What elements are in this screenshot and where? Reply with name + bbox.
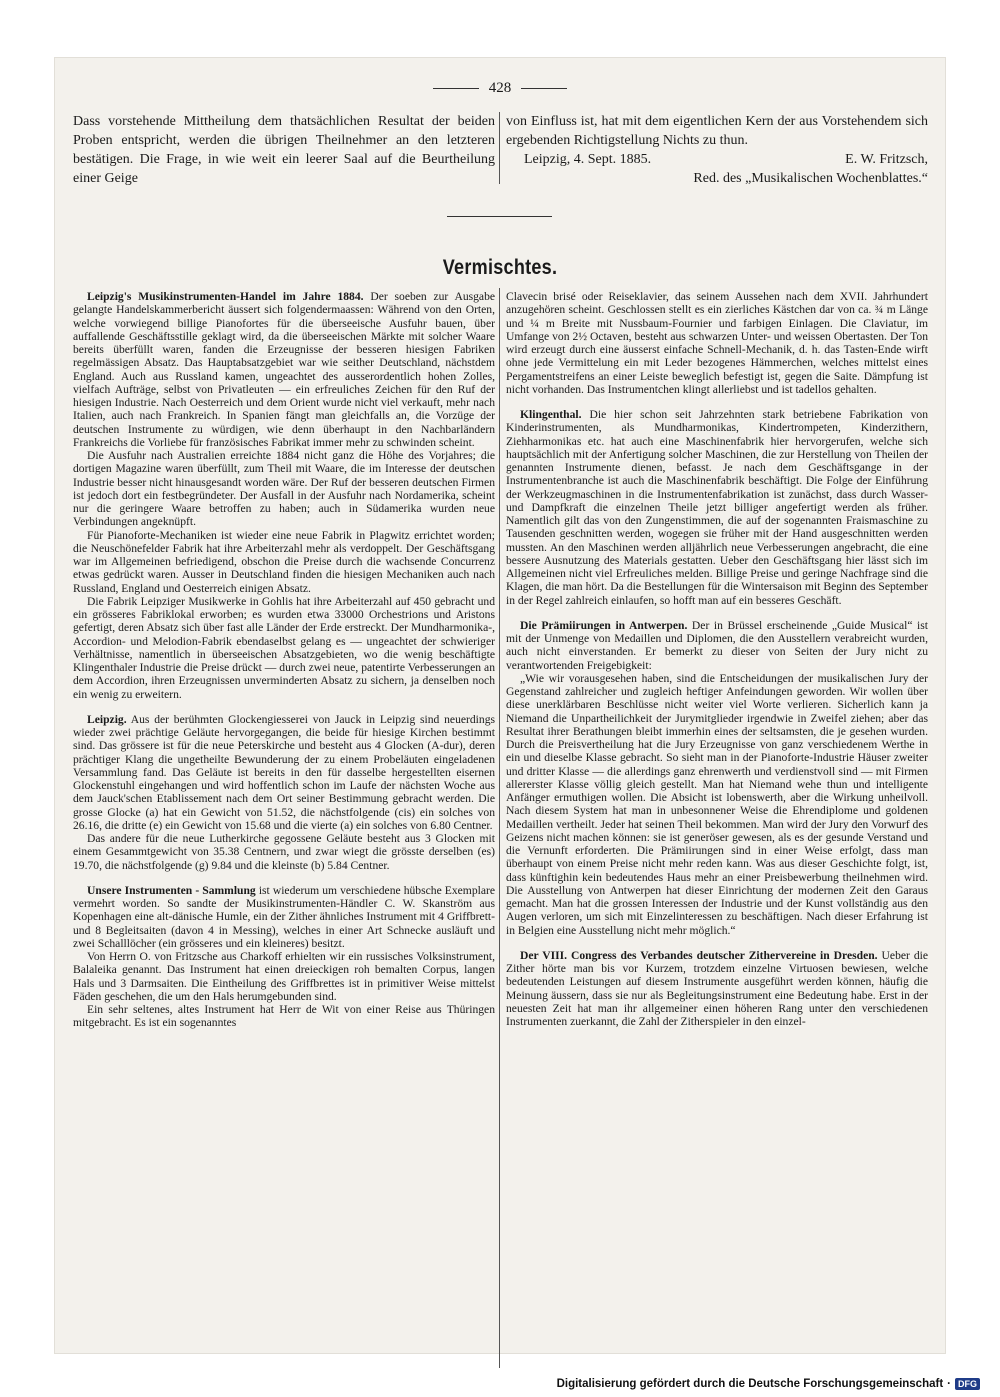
footer-text: Digitalisierung gefördert durch die Deutsche Forschungsgemeinschaft	[556, 1378, 944, 1390]
article-clavecin-continued	[506, 290, 928, 396]
article-heading: Unsere Instrumenten - Sammlung	[87, 883, 256, 897]
article-paragraph: Die Fabrik Leipziger Musikwerke in Gohlis hat ihre Arbeiterzahl auf 450 gebracht und ein grösseres Fabriklokal erworben; es wurden etwa 33000 Orchestrions und Aristons gefertigt, deren Absatz sich über fast alle Länder der Erde erstreckt. Der Mundharmonika-, Accordion- und Melodion-Fabrik ebendaselbst gelang es — ungeachtet der schwieriger Verhältnisse, namentlich in überseeischen Absatzgebieten, wo die wenig beschäftigte Klingenthaler Industrie die Preise drückt — durch zwei neue, patentirte Verbesserungen an dem Accordion, ihren Erzeugnissen unverminderten Absatz zu sichern, ja denselben noch ein wenig zu erweitern.	[73, 594, 495, 701]
article-paragraph	[506, 619, 928, 672]
top-left-paragraph: Dass vorstehende Mittheilung dem thatsächlichen Resultat der beiden Proben entspricht, werden die übrigen Theilnehmer an den letzteren bestätigen. Die Frage, in wie weit ein leerer Saal auf die Beurtheilung einer Geige	[73, 114, 495, 186]
article-heading: Die Prämiirungen in Antwerpen.	[520, 618, 688, 632]
article-heading: Leipzig.	[87, 712, 127, 726]
section-separator-rule	[447, 216, 552, 217]
right-column	[506, 290, 928, 1040]
article-klingenthal	[506, 408, 928, 607]
article-paragraph: Das andere für die neue Lutherkirche gegossene Geläute besteht aus 3 Glocken mit einem Gesammtgewicht von 35.38 Centnern, und zwar wiegt die grösste derselben (es) 19.70, die nächstfolgende (g) 9.84 und die kleinste (b) 5.84 Centner.	[73, 832, 495, 872]
article-instrumenten-sammlung	[73, 884, 495, 1030]
column-divider	[499, 288, 500, 1368]
article-paragraph	[73, 884, 495, 950]
footer-separator: ·	[947, 1378, 951, 1390]
section-title: Vermischtes.	[442, 256, 558, 279]
top-left-column	[73, 112, 495, 188]
article-paragraph: Ein sehr seltenes, altes Instrument hat Herr de Wit von einer Reise aus Thüringen mitgebracht. Es ist ein sogenanntes	[73, 1003, 495, 1030]
footer-credit	[557, 1378, 980, 1390]
article-paragraph: Clavecin brisé oder Reiseklavier, das seinem Aussehen nach dem XVII. Jahrhundert anzugehören scheint. Geschlossen stellt es ein zierliches Kästchen dar von ca. ¾ m Länge und ¼ m Breite mit Nussbaum-Fournier und farbigen Einlagen. Die Claviatur, im Umfange von 2½ Octaven, besteht aus schwarzen Unter- und weissen Obertasten. Der Ton wird erzeugt durch eine äusserst einfache Schnell-Mechanik, d. h. das Tasten-Ende wirft ohne jede Vermittelung ein mit Leder bezogenes Hämmerchen, welches mittelst eines Pergamentstreifens an einer Leiste beweglich befestigt ist, gegen die Saite. Dämpfung ist nicht vorhanden. Das Instrumentchen klingt allerliebst und ist tadellos gehalten.	[506, 290, 928, 396]
top-right-column	[506, 112, 928, 188]
signature-role: Red. des „Musikalischen Wochenblattes.“	[693, 171, 928, 186]
article-paragraph	[73, 713, 495, 832]
article-musikinstrumenten-handel	[73, 290, 495, 701]
article-heading: Klingenthal.	[520, 408, 582, 421]
article-paragraph: Für Pianoforte-Mechaniken ist wieder eine neue Fabrik in Plagwitz errichtet worden; die Neuschönefelder Fabrik hat ihre Arbeiterzahl mehr als verdoppelt. Der Geschäftsgang war im Allgemeinen befriedigend, obschon die Preise durch die wachsende Concurrenz etwas gedrückt waren. Ausser in Deutschland finden die hiesigen Mechaniken auch nach Russland, England und Oesterreich einigen Absatz.	[73, 528, 495, 595]
left-column	[73, 290, 495, 1042]
top-right-paragraph: von Einfluss ist, hat mit dem eigentlichen Kern der aus Vorstehendem sich ergebenden Richtigstellung Nichts zu thun.	[506, 114, 928, 148]
article-text: Die hier schon seit Jahrzehnten stark betriebene Fabrikation von Kinderinstrumenten, als Mundharmonikas, Kindertrompeten, Kinderzithern, Ziehharmonikas etc. hat auch eine Maschinenfabrik hier hervorgerufen, welche sich hauptsächlich mit der Anfertigung solcher Maschinen, die zur Herstellung von Theilen der genannten Instrumente dienen, befasst. Je nach dem Geschäftsgange in der Instrumentenbranche ist auch die Maschinenfabrik beschäftigt. Die Folge der Einführung der Werkzeugmaschinen in die Instrumentenfabrikation ist zunächst, dass durch Wasser- und Dampfkraft die einzelnen Theile jetzt billiger angefertigt werden als früher. Namentlich gilt das von den Zungenstimmen, die auf der sogenannten Fraismaschine zu Tausenden geschnitten werden, wogegen sie früher mit der Hand ausgeschnitten werden mussten. An den Maschinen werden alljährlich neue Verbesserungen angebracht, die eine bessere Ausnutzung des Materials gestatten. Ueber den Geschäftsgang hier lässt sich im Allgemeinen nicht viel Erfreuliches melden. Billige Preise und geringe Nachfrage sind die Klagen, die man hört. Da die Bestellungen für die Wintersaison mit Beginn des September in der Regel zahlreich einlaufen, so hofft man auf ein besseres Geschäft.	[506, 408, 928, 607]
dfg-logo-icon: DFG	[955, 1378, 980, 1390]
article-text: Der in Brüssel erscheinende „Guide Musical“ ist mit der Unmenge von Medaillen und Diplomen, die den Ausstellern verabreicht wurden, auch nicht einverstanden. Er bemerkt zu dieser von Seiten der Jury nicht zu verantwortenden Freigebigkeit:	[506, 618, 928, 672]
article-paragraph	[506, 408, 928, 607]
article-paragraph	[73, 290, 495, 449]
article-heading: Leipzig's Musikinstrumenten-Handel im Jahre 1884.	[87, 290, 364, 303]
article-leipzig-glocken	[73, 713, 495, 872]
article-paragraph: Die Ausfuhr nach Australien erreichte 1884 nicht ganz die Höhe des Vorjahres; die dortigen Magazine waren überfüllt, zum Theil mit Waare, die im Interesse der deutschen Industrie besser nicht hinausgesandt worden wäre. Der Ruf der besseren deutschen Firmen ist jedoch dort ein festbegründeter. Der Ausfall in der Ausfuhr nach Nordamerika, scheint nur die geringere Waare betroffen zu haben; auch in Südamerika wurden neue Verbindungen angeknüpft.	[73, 449, 495, 529]
signature-line	[506, 150, 928, 169]
article-paragraph: „Wie wir vorausgesehen haben, sind die Entscheidungen der musikalischen Jury der Gegenstand zahlreicher und zugleich heftiger Anfeindungen geworden. Wir wollen über diese unerklärbaren Beschlüsse nicht weiter viel Worte verlieren. Sicherlich kann ja Niemand die Unpartheilichkeit der Jurymitglieder irgendwie in Zweifel ziehen; aber das Resultat ihrer Berathungen bleibt immerhin eines der seltsamsten, die je gesehen wurden. Durch die Preisvertheilung hat die Jury Erzeugnisse von ganz verschiedenem Werthe in ein und dieselbe Klasse gebracht. So sieht man in der Pianoforte-Industrie Häuser zweiter und dritter Klasse — die allerdings ganz ehrenwerth und verdienstvoll sind — mit Firmen allererster Klasse völlig gleich gestellt. Man hat Niemand wehe thun und intelligente Anfänger ermuthigen wollen. Die Absicht ist lobenswerth, aber die Wirkung unheilvoll. Nach diesem System hat man in unbesonnener Weise die Ehrendiplome und goldenen Medaillen vertheilt. Jeder hat seinen Theil bekommen. Man wird der Jury den Vorwurf des Geizens nicht machen können: sie ist generöser gewesen, als es der gesunde Verstand und die Vernunft erforderten. Die Prämiirungen sind in einer Weise erfolgt, dass man überhaupt von einem Preise nicht mehr reden kann. Was aus dieser Geschichte folgt, ist, dass künftighin kein bedeutendes Haus mehr an einer Preisbewerbung theilnehmen wird. Die Ausstellung von Antwerpen hat dieser Einrichtung der modernen Zeit den Garaus gemacht. Man hat die grossen Interessen der Industrie und der Kunst vollständig aus den Augen verloren, um sich mit Einzelinteressen zu beschäftigen. Nach dieser Erfahrung ist in Belgien eine Ausstellung nicht mehr möglich.“	[506, 671, 928, 937]
article-praemiirungen-antwerpen	[506, 619, 928, 937]
article-heading: Der VIII. Congress des Verbandes deutscher Zithervereine in Dresden.	[520, 948, 878, 962]
article-paragraph	[506, 949, 928, 1029]
signature-name: E. W. Fritzsch,	[845, 152, 928, 167]
article-text: Ueber die Zither hörte man bis vor Kurzem, trotzdem einzelne Virtuosen bewiesen, welche bedeutenden Leistungen auf diesem Instrumente ausgeführt werden können, häufig die Meinung äussern, dass sie nur als Begleitungsinstrument eine Bedeutung habe. Erst in der neuesten Zeit hat man ihr allgemeiner einen höheren Rang unter den verschiedenen Instrumenten zuerkannt, die Zahl der Zitherspieler in den einzel-	[506, 948, 928, 1028]
article-paragraph: Von Herrn O. von Fritzsche aus Charkoff erhielten wir ein russisches Volksinstrument, Balaleika genannt. Das Instrument hat einen dreieckigen roh bemalten Corpus, langen Hals und 3 Darmsaiten. Die Eintheilung des Griffbrettes ist in primitiver Weise mittelst Fäden geschehen, die um den Hals herumgebunden sind.	[73, 950, 495, 1003]
page-number: 428	[0, 80, 1000, 97]
top-column-divider	[499, 112, 500, 184]
signature-place-date: Leipzig, 4. Sept. 1885.	[524, 152, 652, 167]
article-zither-congress	[506, 949, 928, 1029]
article-text: Der soeben zur Ausgabe gelangte Handelskammerbericht äussert sich folgendermaassen: Während von den Orten, welche vorwiegend billige Pianofortes für die überseeische Ausfuhr bauen, über auffallende Geschäftsstille geklagt wird, da die überseeischen Märkte mit solcher Waare bereits überfüllt waren, fanden die Erzeugnisse der besseren hiesigen Fabriken regelmässigen Absatz. Das Hauptabsatzgebiet war wie seither Deutschland, nächstdem England. Auch aus Russland kamen, ungeachtet des ausserordentlich hohen Zolles, vielfach Aufträge, selbst von Privatleuten — ein erfreuliches Zeichen für den Ruf der hiesigen Industrie. Nach Oesterreich und dem Orient wurde nicht viel verkauft, mehr nach Italien, auch nach Frankreich. In Spanien fängt man gleichfalls an, die Vorzüge der deutschen Instrumente zu würdigen, wie denn überhaupt in den Nachbarländern Frankreichs die Vorliebe für französisches Fabrikat immer mehr zu schwinden scheint.	[73, 290, 495, 449]
article-text: Aus der berühmten Glockengiesserei von Jauck in Leipzig sind neuerdings wieder zwei prächtige Geläute hervorgegangen, die beide für hiesige Kirchen bestimmt sind. Das grössere ist für die neue Peterskirche und besteht aus 4 Glocken (A-dur), deren prächtiger Klang die ungetheilte Bewunderung der zu einem Probeläuten eingeladenen Versammlung fand. Das Geläute ist bereits in den für dasselbe hergestellten eisernen Glockenstuhl eingehangen und wird hoffentlich schon im Laufe der nächsten Woche aus dem Jauck'schen Etablissement nach dem Ort seiner Bestimmung gebracht werden. Die grosse Glocke (a) hat ein Gewicht von 51.52, die nächstfolgende (cis) ein solches von 26.16, die dritte (e) ein Gewicht von 15.68 und die vierte (a) ein solches von 6.80 Centner.	[73, 712, 495, 832]
article-text: ist wiederum um verschiedene hübsche Exemplare vermehrt worden. So sandte der Musikinstrumenten-Händler C. W. Skanström aus Kopenhagen eine alt-dänische Humle, ein der Zither ähnliches Instrument mit 4 Griffbrett- und 8 Begleitsaiten (davon 4 in Messing), welches in einer Art Schnecke ausläuft und zwei Schalllöcher (ein grösseres und ein kleineres) besitzt.	[73, 883, 495, 950]
